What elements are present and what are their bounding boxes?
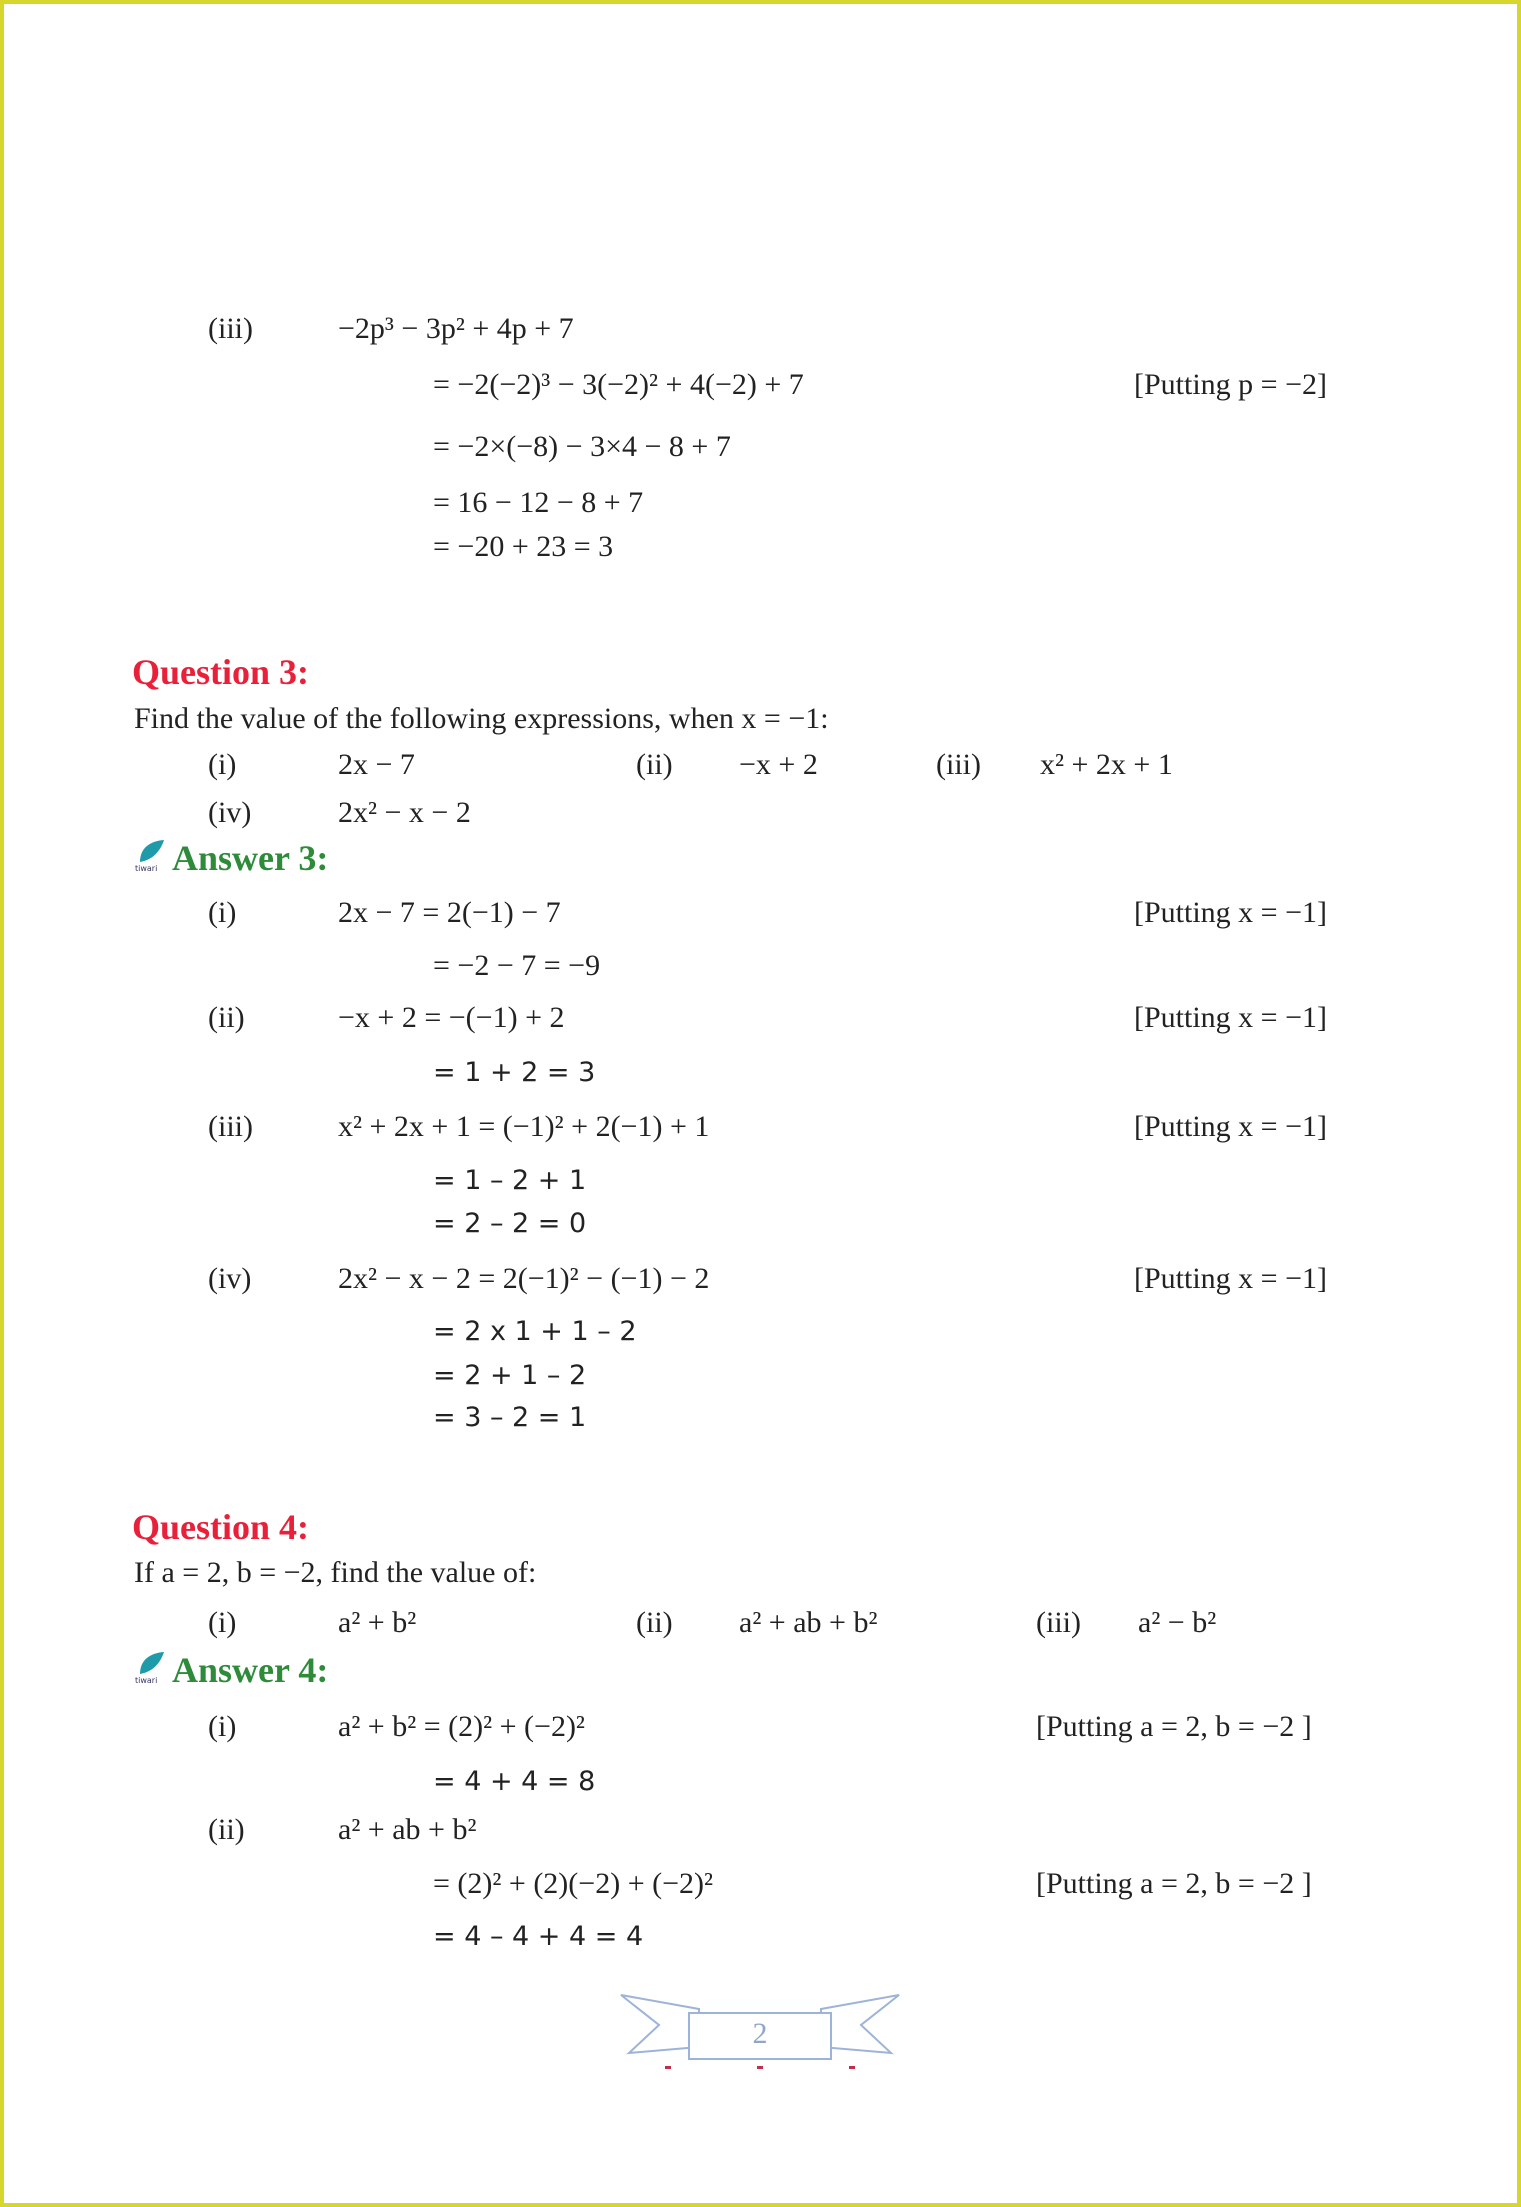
svg-text:tiwari: tiwari	[135, 1676, 158, 1684]
step: = 2 + 1 – 2	[433, 1360, 587, 1391]
answer-heading: Answer 3:	[172, 838, 329, 878]
step: = 2 x 1 + 1 – 2	[433, 1316, 637, 1347]
step: = 4 – 4 + 4 = 4	[433, 1921, 644, 1952]
step: = 16 − 12 − 8 + 7	[433, 486, 644, 519]
part-label: (iv)	[208, 1262, 252, 1295]
item-expr: a² + ab + b²	[739, 1606, 878, 1639]
substitution-note: [Putting x = −1]	[1134, 1001, 1328, 1034]
item-label: (i)	[208, 1606, 237, 1639]
expression: −2p³ − 3p² + 4p + 7	[338, 312, 574, 345]
step: = −2×(−8) − 3×4 − 8 + 7	[433, 430, 731, 463]
step: = (2)² + (2)(−2) + (−2)²	[433, 1867, 714, 1900]
step: = 1 – 2 + 1	[433, 1165, 587, 1196]
item-label: (iii)	[1036, 1606, 1081, 1639]
substitution-note: [Putting a = 2, b = −2 ]	[1036, 1867, 1312, 1900]
tiwari-logo-icon	[134, 1650, 166, 1684]
item-expr: a² + b²	[338, 1606, 417, 1639]
step: = 3 – 2 = 1	[433, 1402, 587, 1433]
step: = −2 − 7 = −9	[433, 949, 601, 982]
step: = −20 + 23 = 3	[433, 530, 614, 563]
item-label: (ii)	[636, 1606, 673, 1639]
item-label: (i)	[208, 748, 237, 781]
question-heading: Question 4:	[132, 1507, 310, 1547]
item-label: (ii)	[636, 748, 673, 781]
part-label: (i)	[208, 1710, 237, 1743]
question-prompt: Find the value of the following expressions, when x = −1:	[134, 702, 829, 735]
substitution-note: [Putting p = −2]	[1134, 368, 1328, 401]
item-expr: a² − b²	[1138, 1606, 1217, 1639]
part-expr: 2x² − x − 2 = 2(−1)² − (−1) − 2	[338, 1262, 710, 1295]
svg-text:tiwari: tiwari	[135, 864, 158, 872]
tiwari-logo-icon	[134, 838, 166, 872]
part-label: (iii)	[208, 312, 253, 345]
item-label: (iv)	[208, 796, 252, 829]
substitution-note: [Putting a = 2, b = −2 ]	[1036, 1710, 1312, 1743]
answer-heading: Answer 4:	[172, 1650, 329, 1690]
part-expr: a² + ab + b²	[338, 1813, 477, 1846]
part-label: (ii)	[208, 1001, 245, 1034]
question-heading: Question 3:	[132, 652, 310, 692]
part-label: (iii)	[208, 1110, 253, 1143]
page-number-banner	[619, 1991, 901, 2071]
question-prompt: If a = 2, b = −2, find the value of:	[134, 1556, 537, 1589]
step: = −2(−2)³ − 3(−2)² + 4(−2) + 7	[433, 368, 804, 401]
part-expr: a² + b² = (2)² + (−2)²	[338, 1710, 585, 1743]
item-expr: 2x² − x − 2	[338, 796, 471, 829]
page-number: 2	[752, 2017, 768, 2050]
part-expr: 2x − 7 = 2(−1) − 7	[338, 896, 561, 929]
substitution-note: [Putting x = −1]	[1134, 1110, 1328, 1143]
substitution-note: [Putting x = −1]	[1134, 1262, 1328, 1295]
item-expr: 2x − 7	[338, 748, 415, 781]
part-label: (ii)	[208, 1813, 245, 1846]
substitution-note: [Putting x = −1]	[1134, 896, 1328, 929]
part-expr: −x + 2 = −(−1) + 2	[338, 1001, 565, 1034]
item-label: (iii)	[936, 748, 981, 781]
step: = 1 + 2 = 3	[433, 1057, 596, 1088]
step: = 2 – 2 = 0	[433, 1208, 587, 1239]
part-expr: x² + 2x + 1 = (−1)² + 2(−1) + 1	[338, 1110, 710, 1143]
step: = 4 + 4 = 8	[433, 1766, 596, 1797]
item-expr: −x + 2	[739, 748, 818, 781]
item-expr: x² + 2x + 1	[1040, 748, 1173, 781]
part-label: (i)	[208, 896, 237, 929]
